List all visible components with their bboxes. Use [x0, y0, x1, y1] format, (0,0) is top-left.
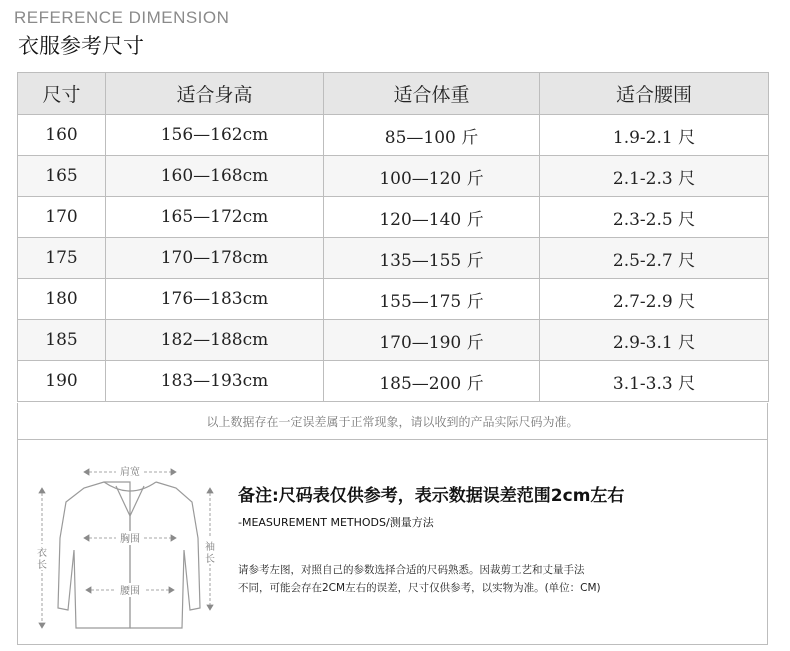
cell-height: 182—188cm — [106, 320, 324, 361]
cell-weight: 100—120 斤 — [324, 156, 540, 197]
cell-height: 160—168cm — [106, 156, 324, 197]
cell-weight: 170—190 斤 — [324, 320, 540, 361]
cell-weight: 120—140 斤 — [324, 197, 540, 238]
length-label-char: 衣 — [37, 548, 47, 559]
cell-height: 165—172cm — [106, 197, 324, 238]
cell-size: 175 — [18, 238, 106, 279]
header-height: 适合身高 — [106, 73, 324, 115]
header-weight: 适合体重 — [324, 73, 540, 115]
cell-height: 170—178cm — [106, 238, 324, 279]
table-row — [18, 115, 769, 156]
measurement-description-line2: 不同，可能会存在2CM左右的误差，尺寸仅供参考，以实物为准。(单位：CM) — [238, 582, 601, 594]
cell-waist: 2.7-2.9 尺 — [540, 279, 769, 320]
cell-weight: 155—175 斤 — [324, 279, 540, 320]
cell-waist: 1.9-2.1 尺 — [540, 115, 769, 156]
cell-size: 160 — [18, 115, 106, 156]
garment-measurement-diagram — [22, 458, 222, 648]
table-row — [18, 320, 769, 361]
sleeve-label-char: 袖 — [205, 542, 215, 553]
table-row — [18, 361, 769, 402]
sleeve-label-char: 长 — [205, 554, 215, 565]
table-footnote: 以上数据存在一定误差属于正常现象，请以收到的产品实际尺码为准。 — [17, 403, 768, 440]
sleeve-label — [205, 540, 215, 565]
length-label — [37, 546, 47, 571]
length-label-char: 长 — [37, 560, 47, 571]
size-reference-title: 衣服参考尺寸 — [18, 34, 144, 58]
reference-dimension-title: REFERENCE DIMENSION — [14, 8, 230, 27]
shoulder-width-label: 肩宽 — [120, 467, 140, 478]
size-remark: 备注:尺码表仅供参考，表示数据误差范围2cm左右 — [238, 486, 625, 506]
table-row — [18, 156, 769, 197]
cell-height: 156—162cm — [106, 115, 324, 156]
chest-label: 胸围 — [120, 534, 140, 545]
cell-weight: 135—155 斤 — [324, 238, 540, 279]
table-header-row — [18, 73, 769, 115]
cell-waist: 3.1-3.3 尺 — [540, 361, 769, 402]
cell-height: 183—193cm — [106, 361, 324, 402]
cell-size: 185 — [18, 320, 106, 361]
size-chart-table — [17, 72, 769, 402]
table-row — [18, 197, 769, 238]
table-row — [18, 279, 769, 320]
cell-waist: 2.1-2.3 尺 — [540, 156, 769, 197]
header-size: 尺寸 — [18, 73, 106, 115]
waist-label: 腰围 — [120, 586, 140, 597]
cell-size: 190 — [18, 361, 106, 402]
cell-waist: 2.3-2.5 尺 — [540, 197, 769, 238]
header-waist: 适合腰围 — [540, 73, 769, 115]
table-row — [18, 238, 769, 279]
cell-size: 180 — [18, 279, 106, 320]
cell-waist: 2.5-2.7 尺 — [540, 238, 769, 279]
cell-height: 176—183cm — [106, 279, 324, 320]
cell-waist: 2.9-3.1 尺 — [540, 320, 769, 361]
measurement-description-line1: 请参考左图，对照自己的参数选择合适的尺码熟悉。因裁剪工艺和丈量手法 — [238, 564, 585, 576]
cell-size: 170 — [18, 197, 106, 238]
cell-size: 165 — [18, 156, 106, 197]
cell-weight: 85—100 斤 — [324, 115, 540, 156]
measurement-methods-title: -MEASUREMENT METHODS/测量方法 — [238, 516, 434, 529]
jacket-outline-icon — [58, 482, 200, 628]
cell-weight: 185—200 斤 — [324, 361, 540, 402]
